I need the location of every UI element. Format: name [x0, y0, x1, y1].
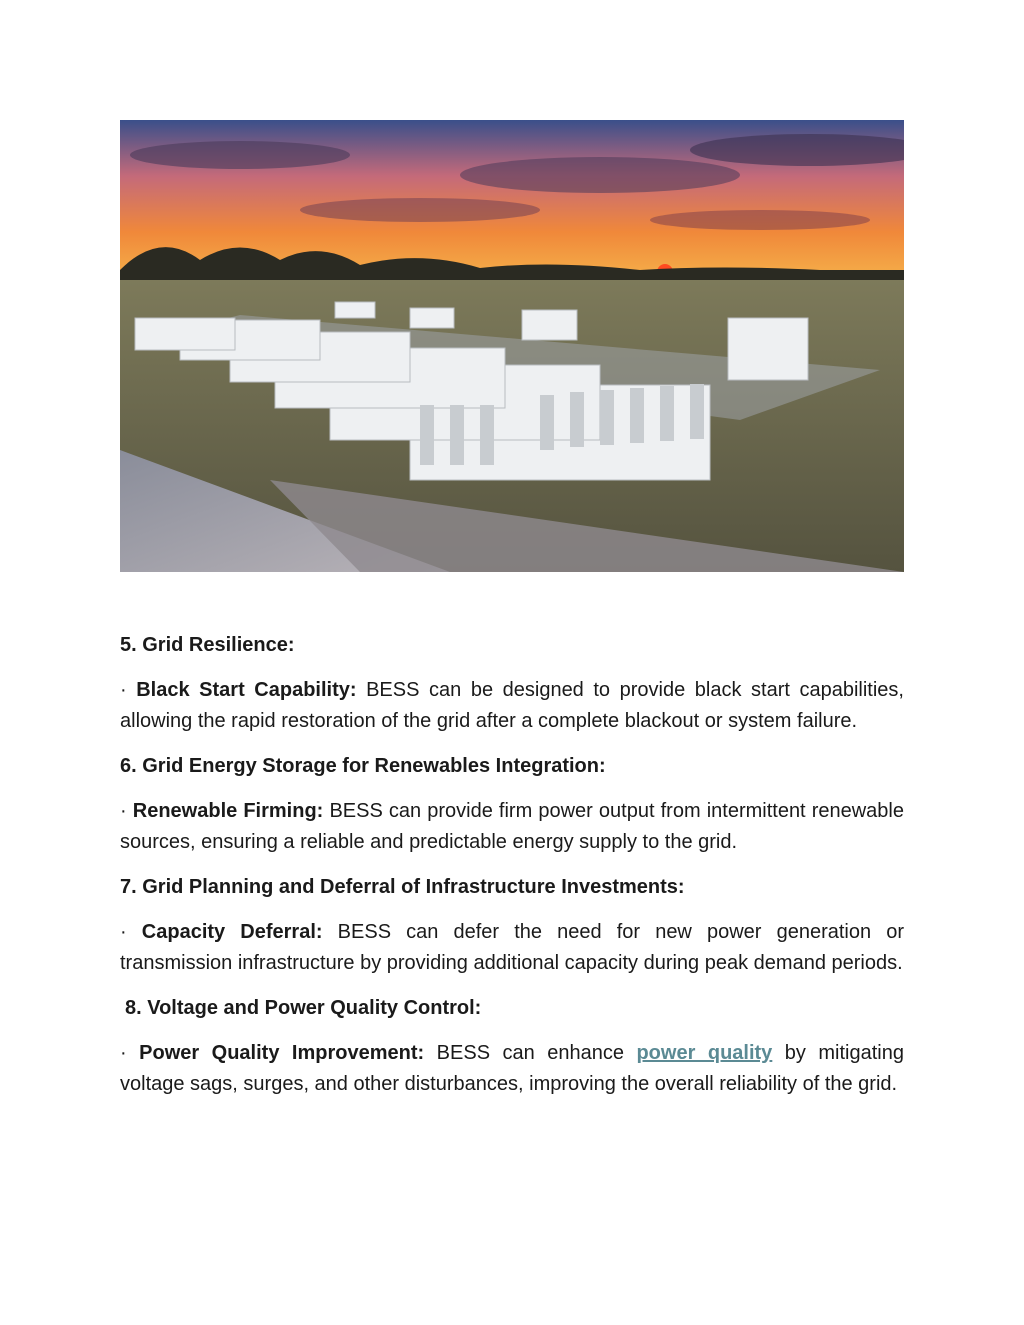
battery-storage-photo — [120, 120, 904, 572]
section-heading: 5. Grid Resilience: — [120, 634, 295, 656]
paragraph-text: by mitigating voltage sags, surges, and other disturbances, improving the overall reliability of the grid. — [120, 1042, 904, 1095]
term-label: Renewable Firming: — [132, 800, 324, 822]
section-paragraph — [120, 675, 904, 737]
section-heading: 8. Voltage and Power Quality Control: — [125, 997, 482, 1019]
section-paragraph — [120, 1038, 904, 1100]
paragraph-text: BESS can provide firm power output from intermittent renewable sources, ensuring a reliable and predictable energy supply to the grid. — [120, 800, 904, 853]
bullet: · — [120, 921, 127, 943]
section-heading: 6. Grid Energy Storage for Renewables Integration: — [120, 755, 606, 777]
term-label: Black Start Capability: — [136, 679, 357, 701]
section-paragraph — [120, 796, 904, 858]
bullet: · — [120, 1042, 127, 1064]
paragraph-text: BESS can defer the need for new power generation or transmission infrastructure by providing additional capacity during peak demand periods. — [120, 921, 905, 974]
term-label: Power Quality Improvement: — [139, 1042, 425, 1064]
power-quality-link[interactable]: power quality — [636, 1042, 773, 1064]
bullet: · — [120, 800, 127, 822]
section-paragraph — [120, 917, 904, 979]
section-heading: 7. Grid Planning and Deferral of Infrastructure Investments: — [120, 876, 685, 898]
term-label: Capacity Deferral: — [141, 921, 323, 943]
paragraph-text: BESS can be designed to provide black start capabilities, allowing the rapid restoration of the grid after a complete blackout or system failure. — [120, 679, 904, 732]
paragraph-text: BESS can enhance — [436, 1042, 624, 1064]
article-body — [120, 630, 904, 1100]
bullet: · — [120, 679, 127, 701]
